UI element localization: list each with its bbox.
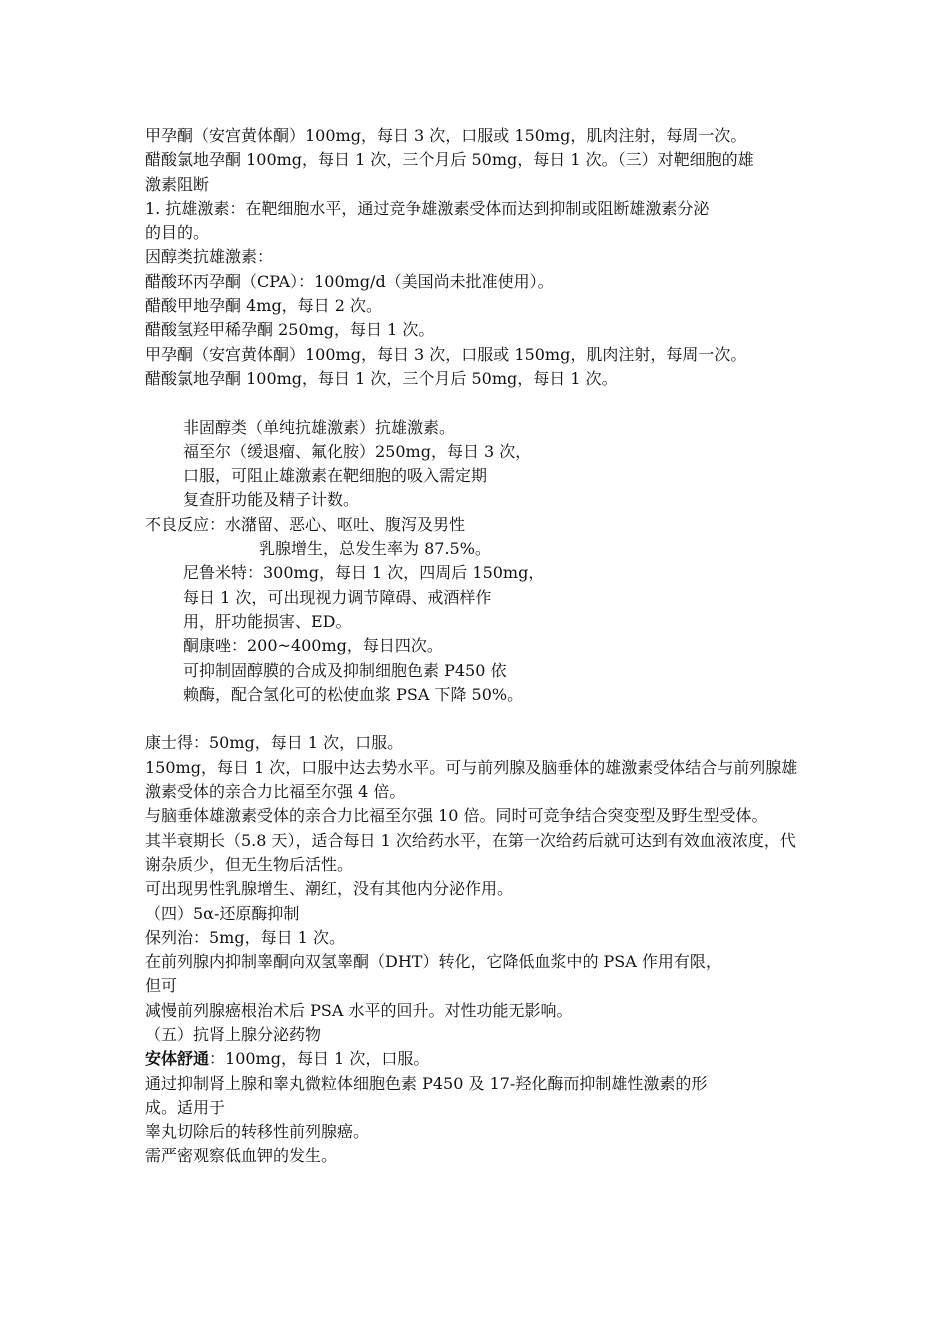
text-line: 可抑制固醇膜的合成及抑制细胞色素 P450 依 xyxy=(183,660,507,680)
text-line: 每日 1 次，可出现视力调节障碍、戒酒样作 xyxy=(183,587,492,607)
text-line: 1. 抗雄激素：在靶细胞水平，通过竞争雄激素受体而达到抑制或阻断雄激素分泌 xyxy=(145,198,710,218)
text-line xyxy=(145,1047,810,1071)
text-line: 减慢前列腺癌根治术后 PSA 水平的回升。对性功能无影响。 xyxy=(145,1000,573,1020)
text-line: 福至尔（缓退瘤、氟化胺）250mg，每日 3 次， xyxy=(183,441,532,461)
drug-dosage: ：100mg，每日 1 次，口服。 xyxy=(209,1049,430,1069)
text-line: 通过抑制肾上腺和睾丸微粒体细胞色素 P450 及 17-羟化酶而抑制雄性激素的形 xyxy=(145,1073,708,1093)
paragraph: 其半衰期长（5.8 天），适合每日 1 次给药水平，在第一次给药后就可达到有效血液浓度，代谢杂质少，但无生物后活性。 xyxy=(145,830,796,874)
text-line: 赖酶，配合氢化可的松使血浆 PSA 下降 50%。 xyxy=(183,684,524,704)
text-line: 尼鲁米特：300mg，每日 1 次，四周后 150mg， xyxy=(183,563,545,583)
text-line: 醋酸氯地孕酮 100mg，每日 1 次，三个月后 50mg，每日 1 次。（三）对靶细胞的雄 xyxy=(145,150,754,170)
text-line: 醋酸甲地孕酮 4mg，每日 2 次。 xyxy=(145,296,383,316)
text-line: 成。适用于 xyxy=(145,1097,226,1117)
text-line: 可出现男性乳腺增生、潮红，没有其他内分泌作用。 xyxy=(145,879,514,899)
section-heading: （四）5α-还原酶抑制 xyxy=(145,903,300,923)
text-block-casodex xyxy=(145,731,810,1168)
text-line: 因醇类抗雄激素： xyxy=(145,247,274,267)
text-line: 但可 xyxy=(145,976,178,996)
text-line: 醋酸氯地孕酮 100mg，每日 1 次，三个月后 50mg，每日 1 次。 xyxy=(145,368,618,388)
text-line: 甲孕酮（安宫黄体酮）100mg，每日 3 次，口服或 150mg，肌肉注射，每周一次。 xyxy=(145,344,747,364)
text-line: 非固醇类（单纯抗雄激素）抗雄激素。 xyxy=(183,417,456,437)
section-heading: （五）抗肾上腺分泌药物 xyxy=(145,1024,322,1044)
text-line: 康士得：50mg，每日 1 次，口服。 xyxy=(145,733,404,753)
text-line: 的目的。 xyxy=(145,223,210,243)
text-line: 酮康唑：200~400mg，每日四次。 xyxy=(183,636,443,656)
text-line: 醋酸氢羟甲稀孕酮 250mg，每日 1 次。 xyxy=(145,320,435,340)
text-line: 口服，可阻止雄激素在靶细胞的吸入需定期 xyxy=(183,466,488,486)
text-line: 需严密观察低血钾的发生。 xyxy=(145,1146,338,1166)
text-block-nonsteroidal xyxy=(145,416,810,708)
text-line: 甲孕酮（安宫黄体酮）100mg，每日 3 次，口服或 150mg，肌肉注射，每周一次。 xyxy=(145,126,747,145)
text-line: 在前列腺内抑制睾酮向双氢睾酮（DHT）转化，它降低血浆中的 PSA 作用有限， xyxy=(145,952,722,972)
blank-line xyxy=(145,391,810,415)
text-line: 保列治：5mg，每日 1 次。 xyxy=(145,927,345,947)
text-line: 不良反应：水潴留、恶心、呕吐、腹泻及男性 xyxy=(145,514,466,534)
text-line: 醋酸环丙孕酮（CPA）：100mg/d（美国尚未批准使用）。 xyxy=(145,271,554,291)
blank-line xyxy=(145,707,810,731)
text-line: 激素阻断 xyxy=(145,174,210,194)
text-block-steroidal xyxy=(145,124,810,391)
text-line: 睾丸切除后的转移性前列腺癌。 xyxy=(145,1122,370,1142)
text-line: 用，肝功能损害、ED。 xyxy=(183,611,352,631)
paragraph: 与脑垂体雄激素受体的亲合力比福至尔强 10 倍。同时可竞争结合突变型及野生型受体。 xyxy=(145,806,768,826)
text-line: 乳腺增生，总发生率为 87.5%。 xyxy=(259,539,491,559)
paragraph: 150mg，每日 1 次，口服中达去势水平。可与前列腺及脑垂体的雄激素受体结合与前列腺雄激素受体的亲合力比福至尔强 4 倍。 xyxy=(145,757,798,802)
document-page xyxy=(145,124,810,1169)
drug-name-bold: 安体舒通 xyxy=(145,1049,210,1069)
text-line: 复查肝功能及精子计数。 xyxy=(183,490,360,510)
